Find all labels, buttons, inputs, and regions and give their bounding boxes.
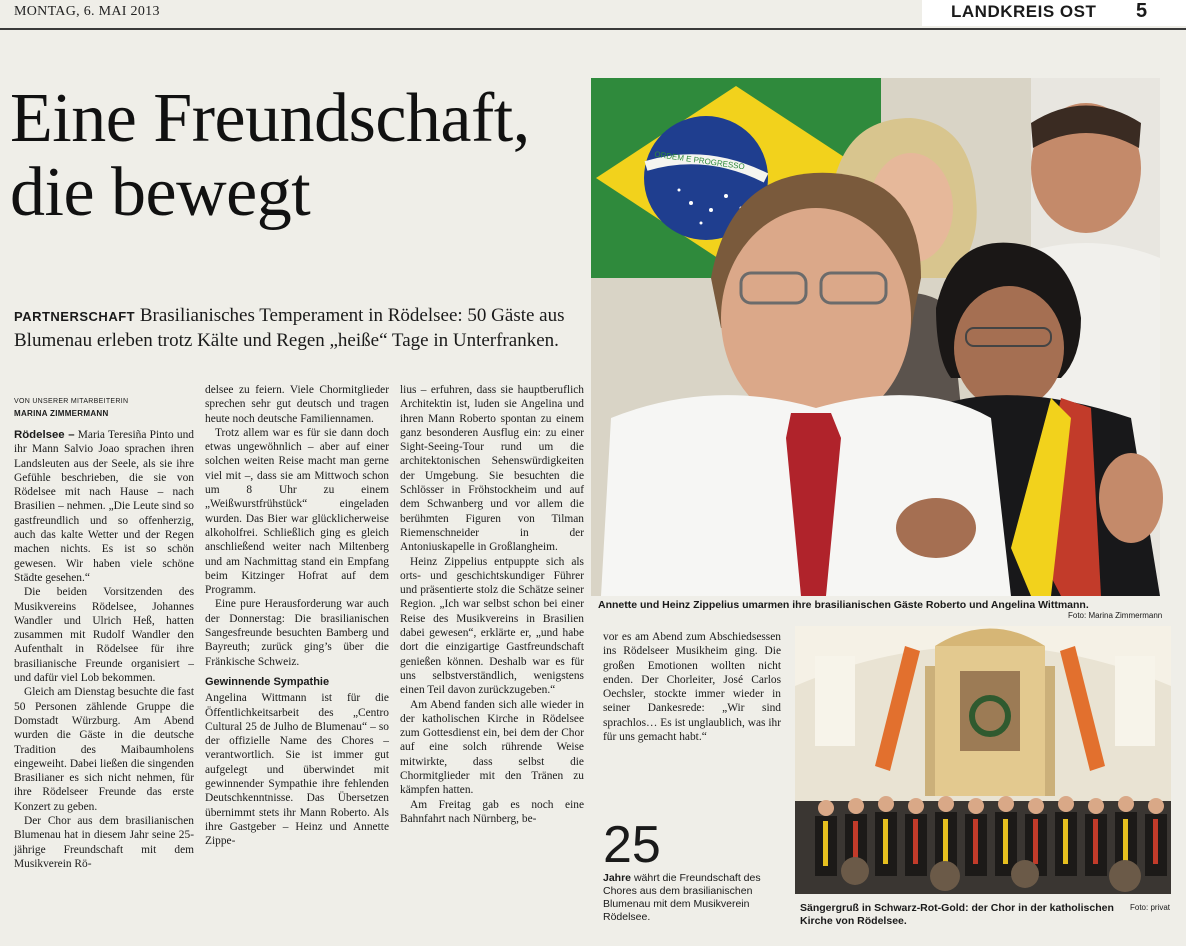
paragraph: Eine pure Herausforderung war auch der Donnerstag: Die brasilianischen Sangesfreunde besuchten Bamberg und Bayreuth; zurück ging’s über die Fränkische Schweiz. (205, 598, 389, 668)
paragraph: Heinz Zippelius entpuppte sich als orts- und geschichtskundiger Führer und präsentierte stolz die Schätze seiner Region. „Ich war selbst schon bei einer Reise des Musikvereins in Brasilien dabei gewesen“, erklärte er, „und habe dort die einzigartige Gastfreundschaft genießen können. Deshalb war es für uns selbstverständlich, wenigstens einen Teil davon zurückzugeben.“ (400, 555, 584, 697)
paragraph: lius – erfuhren, dass sie hauptberuflich Architektin ist, luden sie Angelina und ihren Mann Roberto spontan zu einem ganz besonderen Ausflug ein: zu einer Sight-Seeing-Tour rund um die architektonischen Sehenswürdigkeiten der Umgebung. Sie besuchten die Schlösser in Fröhstockheim und auf dem Schwanberg und vor allem die berühmten Figuren von Tilman Riemenschneider in der Antoniuskapelle in Großlangheim. (400, 384, 584, 554)
paragraph: Am Abend fanden sich alle wieder in der katholischen Kirche in Rödelsee zum Gottesdienst ein, bei dem der Chor auf eine solch rührende Weise mitwirkte, dass selbst die Chormitglieder mit den Tränen zu kämpfen hatten. (400, 698, 584, 797)
flag-motto: ORDEM E PROGRESSO (653, 149, 746, 172)
paragraph-text: Maria Teresiña Pinto und ihr Mann Salvio Joao sprachen ihren Landsleuten aus der Seele, als sie ihre Gefühle beschrieben, die sie von Rödelsee mit nach Hause – nach Brasilien – nehmen. „Die Leute sind so gastfreundlich und so offenherzig, auch das kalte Wetter und der Regen machen nichts. Es ist so schön gewesen. Wir haben viele schöne Städte gesehen.“ (14, 429, 194, 584)
headline-line-2: die bewegt (10, 154, 311, 231)
paragraph (14, 428, 194, 585)
byline-name: MARINA ZIMMERMANN (14, 409, 109, 418)
article-column-1 (14, 428, 194, 946)
section-title: LANDKREIS OST (951, 2, 1097, 21)
kicker-text: Brasilianisches Temperament in Rödelsee: 50 Gäste aus Blumenau erleben trotz Kälte und Regen „heiße“ Tage in Unterfranken. (14, 305, 565, 351)
headline-line-1: Eine Freundschaft, (10, 80, 530, 157)
paragraph: delsee zu feiern. Viele Chormitglieder sprechen sehr gut deutsch und tragen heute noch deutsche Familiennamen. (205, 384, 389, 425)
infobox-text (603, 872, 781, 924)
infobox-number: 25 (603, 816, 661, 874)
paragraph: Angelina Wittmann ist für die Öffentlichkeitsarbeit des „Centro Cultural 25 de Julho de Blumenau“ – so der offizielle Name des Chores – verantwortlich. Sie ist immer gut aufgelegt und überwindet mit gewinnender Sympathie ihre fehlenden Deutschkenntnisse. Das Übersetzen übernimmt stets ihr Mann Roberto. Als ihre Gastgeber – Heinz und Annette Zippe- (205, 692, 389, 848)
kicker-tag: PARTNERSCHAFT (14, 309, 136, 324)
photo-caption-2: Sängergruß in Schwarz-Rot-Gold: der Chor in der katholischen Kirche von Rödelsee. (800, 902, 1114, 927)
article-column-4 (603, 630, 781, 790)
subheading: Gewinnende Sympathie (205, 675, 330, 688)
headline (10, 82, 530, 230)
photo-group-hug-image (591, 78, 1160, 596)
header-rule (0, 28, 1186, 30)
photo-caption-1: Annette und Heinz Zippelius umarmen ihre brasilianischen Gäste Roberto und Angelina Wittmann. (598, 599, 1089, 611)
photo-credit-1: Foto: Marina Zimmermann (1068, 611, 1163, 620)
paragraph: vor es am Abend zum Abschiedsessen ins Rödelseer Musikheim ging. Die großen Emotionen wollten nicht enden. Der Chorleiter, José Carlos Oechsler, stockte immer wieder in seiner Dankesrede: „Wir sind sprachlos… Es ist unglaublich, was ihr für uns gemacht habt.“ (603, 631, 781, 744)
photo-credit-2: Foto: privat (1130, 903, 1171, 912)
page-number: 5 (1136, 0, 1148, 22)
kicker (14, 304, 589, 353)
infobox-body: währt die Freundschaft des Chores aus dem brasilianischen Blumenau mit dem Musikverein Rödelsee. (603, 872, 761, 923)
dateline: Rödelsee – (14, 429, 75, 441)
paragraph: Am Freitag gab es noch eine Bahnfahrt nach Nürnberg, be- (400, 798, 584, 825)
byline-prefix: VON UNSERER MITARBEITERIN (14, 398, 129, 405)
article-column-2 (205, 383, 389, 946)
photo-group-hug (591, 78, 1160, 596)
paragraph: Trotz allem war es für sie dann doch etwas ungewöhnlich – aber auf einer solchen weiten Reise macht man gerne viel mit –, dass sie am Mittwoch schon um 8 Uhr zu einem „Weißwurstfrühstück“ eingeladen wurden. Das Bier war glücklicherweise alkoholfrei. Schließlich ging es gleich anschließend weiter nach Miltenberg und am Nachmittag stand ein Empfang beim Kitzinger Hofrat auf dem Programm. (205, 426, 389, 597)
photo-choir-church-image (795, 626, 1171, 894)
article-column-3 (400, 383, 584, 825)
paragraph: Der Chor aus dem brasilianischen Blumenau hat in diesem Jahr seine 25-jährige Freundschaft mit dem Musikverein Rö- (14, 815, 194, 870)
paragraph: Die beiden Vorsitzenden des Musikvereins Rödelsee, Johannes Wandler und Ulrich Heß, hatten zusammen mit Rudolf Wandler den Aufenthalt in Rödelsee für ihre brasilianische Freunde organisiert – und dafür viel Lob bekommen. (14, 586, 194, 685)
issue-date: MONTAG, 6. MAI 2013 (14, 4, 160, 19)
photo-choir-church (795, 626, 1171, 894)
paragraph: Gleich am Dienstag besuchte die fast 50 Personen zählende Gruppe die Domstadt Würzburg. Am Abend wurden die Gäste in die deutsche Tradition des Maibaumholens eingeweiht. Dabei ließen die singenden Brasilianer es sich nicht nehmen, für ihre Rödelseer Freunde das erste Konzert zu geben. (14, 686, 194, 813)
infobox-label: Jahre (603, 872, 632, 884)
